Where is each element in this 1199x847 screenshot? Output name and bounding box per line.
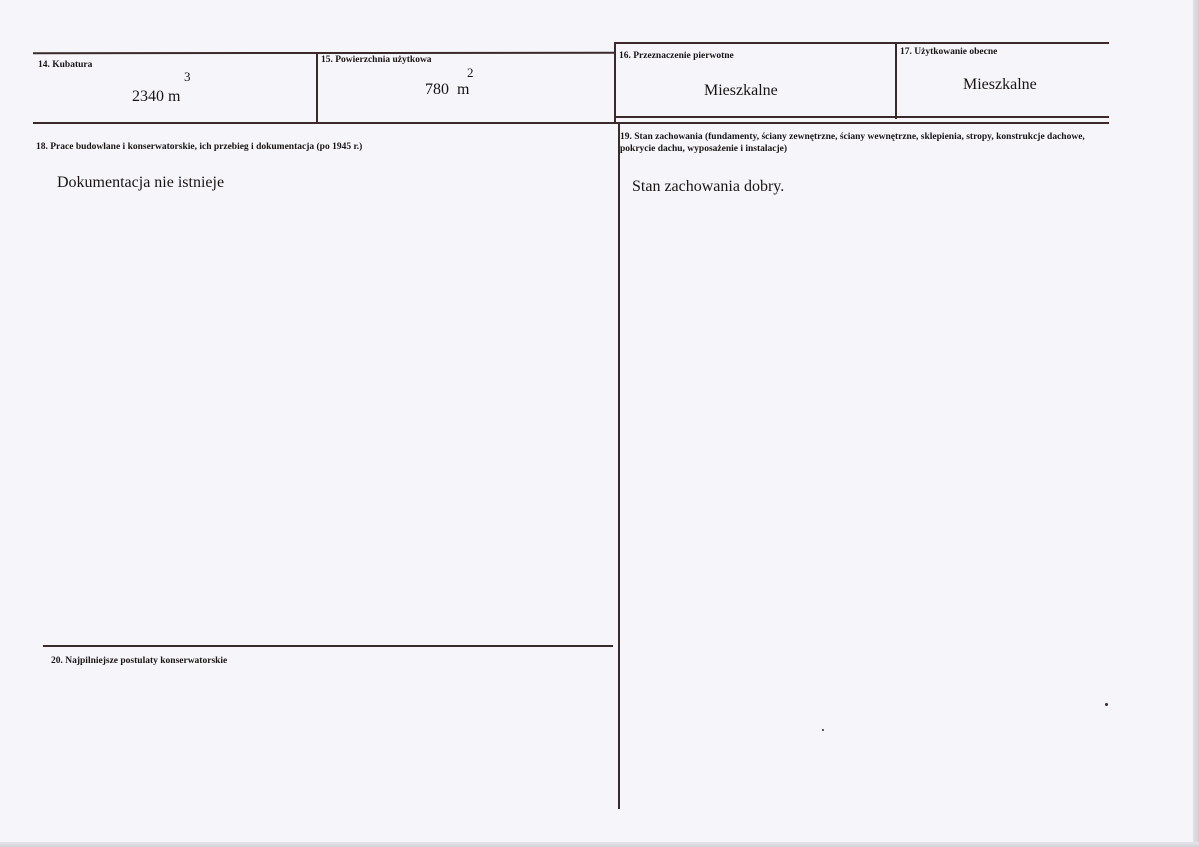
row2-right-rule bbox=[614, 116, 1109, 118]
field-18-label: 18. Prace budowlane i konserwatorskie, ich przebieg i dokumentacja (po 1945 r.) bbox=[36, 142, 363, 152]
scan-speck bbox=[822, 729, 824, 731]
field-16-label: 16. Przeznaczenie pierwotne bbox=[619, 51, 734, 61]
field-20-label: 20. Najpilniejsze postulaty konserwatorskie bbox=[51, 656, 228, 666]
center-divider bbox=[618, 123, 620, 809]
divider-14-15 bbox=[316, 52, 318, 122]
field-17-value: Mieszkalne bbox=[963, 76, 1037, 93]
field-15-value: 780 m bbox=[425, 81, 470, 98]
field-15-label: 15. Powierzchnia użytkowa bbox=[321, 55, 432, 65]
field-16-value: Mieszkalne bbox=[704, 82, 778, 99]
field-14-exponent: 3 bbox=[184, 69, 191, 84]
field-18-value: Dokumentacja nie istnieje bbox=[57, 174, 225, 191]
paper-edge-right bbox=[1193, 0, 1199, 847]
scan-speck bbox=[1105, 703, 1108, 706]
paper-edge-bottom bbox=[0, 842, 1199, 847]
top-rule-right bbox=[614, 42, 1109, 44]
field-14-label: 14. Kubatura bbox=[38, 60, 93, 70]
divider-15-16 bbox=[614, 43, 616, 123]
field-15-exponent: 2 bbox=[467, 65, 474, 80]
field-19-label: 19. Stan zachowania (fundamenty, ściany zewnętrzne, ściany wewnętrzne, sklepienia, stropy, konstrukcje dachowe, pokrycie dachu, wyposażenie i instalacje) bbox=[620, 132, 1085, 154]
field-19-value: Stan zachowania dobry. bbox=[632, 178, 785, 195]
field-14-value: 2340 m bbox=[132, 88, 181, 105]
field-20-rule bbox=[43, 645, 613, 647]
field-17-label: 17. Użytkowanie obecne bbox=[900, 47, 998, 57]
row1-bottom-rule bbox=[33, 122, 1109, 124]
divider-16-17 bbox=[895, 43, 897, 119]
